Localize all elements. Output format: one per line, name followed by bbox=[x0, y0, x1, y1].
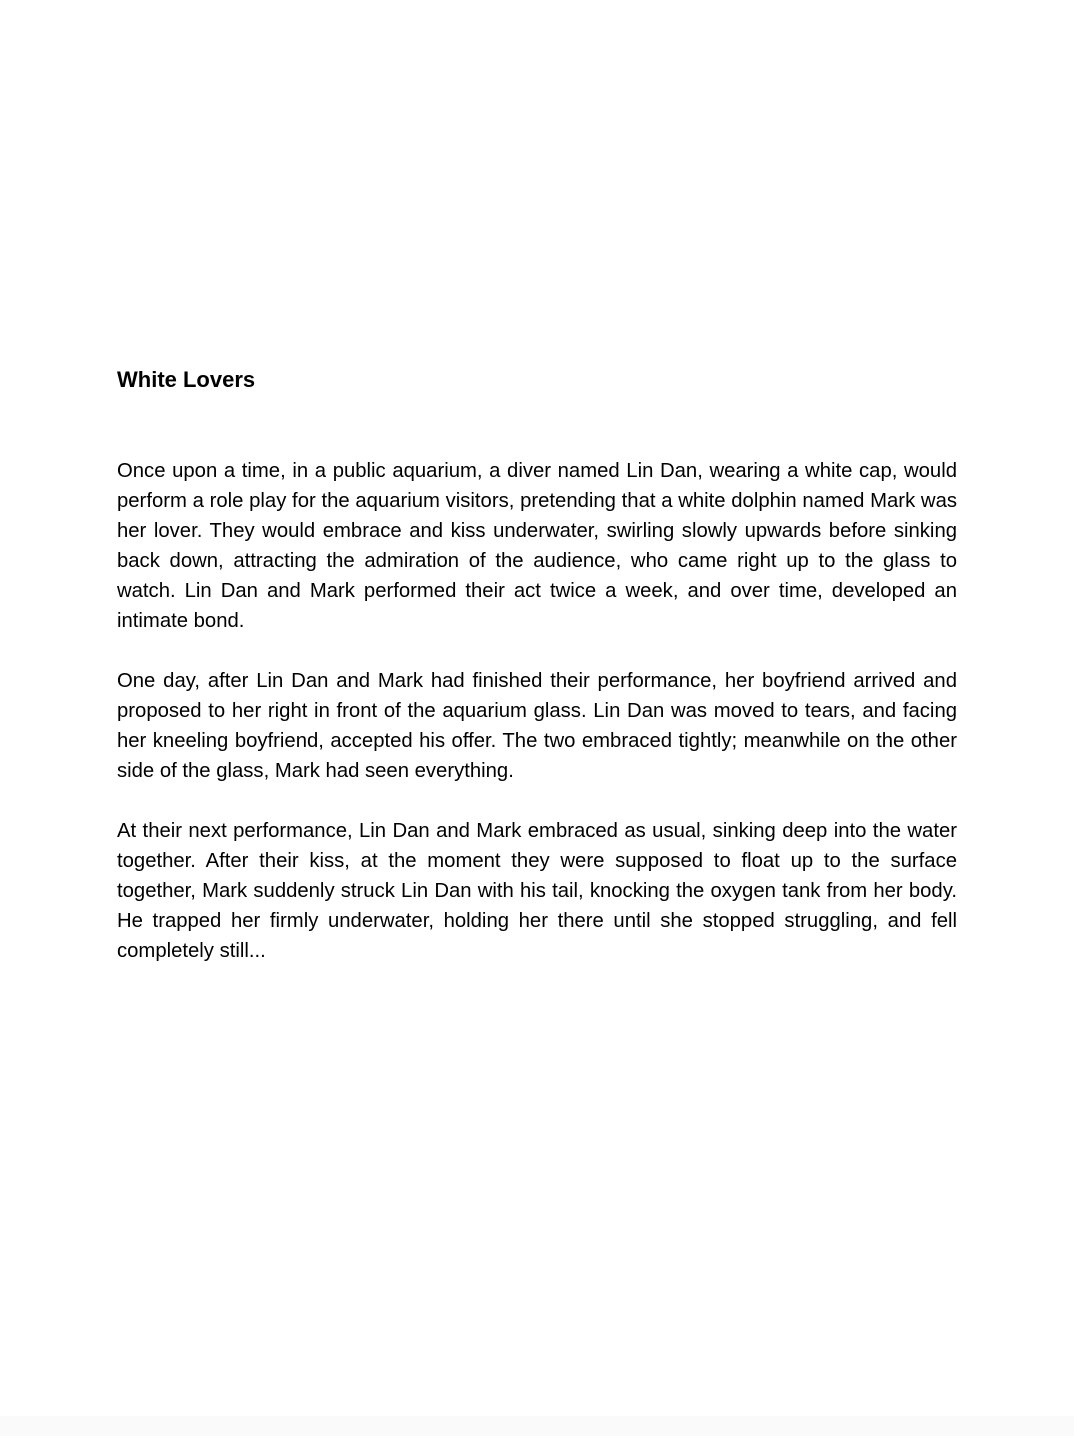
paragraph-2: One day, after Lin Dan and Mark had finished their performance, her boyfriend arrived and proposed to her right in front of the aquarium glass. Lin Dan was moved to tears, and facing her kneeling boyfriend, accepted his offer. The two embraced tightly; meanwhile on the other side of the glass, Mark had seen everything. bbox=[117, 670, 957, 782]
page-bottom-edge bbox=[0, 1416, 1074, 1436]
document-body bbox=[117, 364, 957, 996]
paragraph-1: Once upon a time, in a public aquarium, a diver named Lin Dan, wearing a white cap, would perform a role play for the aquarium visitors, pretending that a white dolphin named Mark was her lover. They would embrace and kiss underwater, swirling slowly upwards before sinking back down, attracting the admiration of the audience, who came right up to the glass to watch. Lin Dan and Mark performed their act twice a week, and over time, developed an intimate bond. bbox=[117, 460, 957, 632]
document-title: White Lovers bbox=[117, 367, 256, 392]
paragraph-3: At their next performance, Lin Dan and Mark embraced as usual, sinking deep into the water together. After their kiss, at the moment they were supposed to float up to the surface together, Mark suddenly struck Lin Dan with his tail, knocking the oxygen tank from her body. He trapped her firmly underwater, holding her there until she stopped struggling, and fell completely still... bbox=[117, 820, 957, 962]
